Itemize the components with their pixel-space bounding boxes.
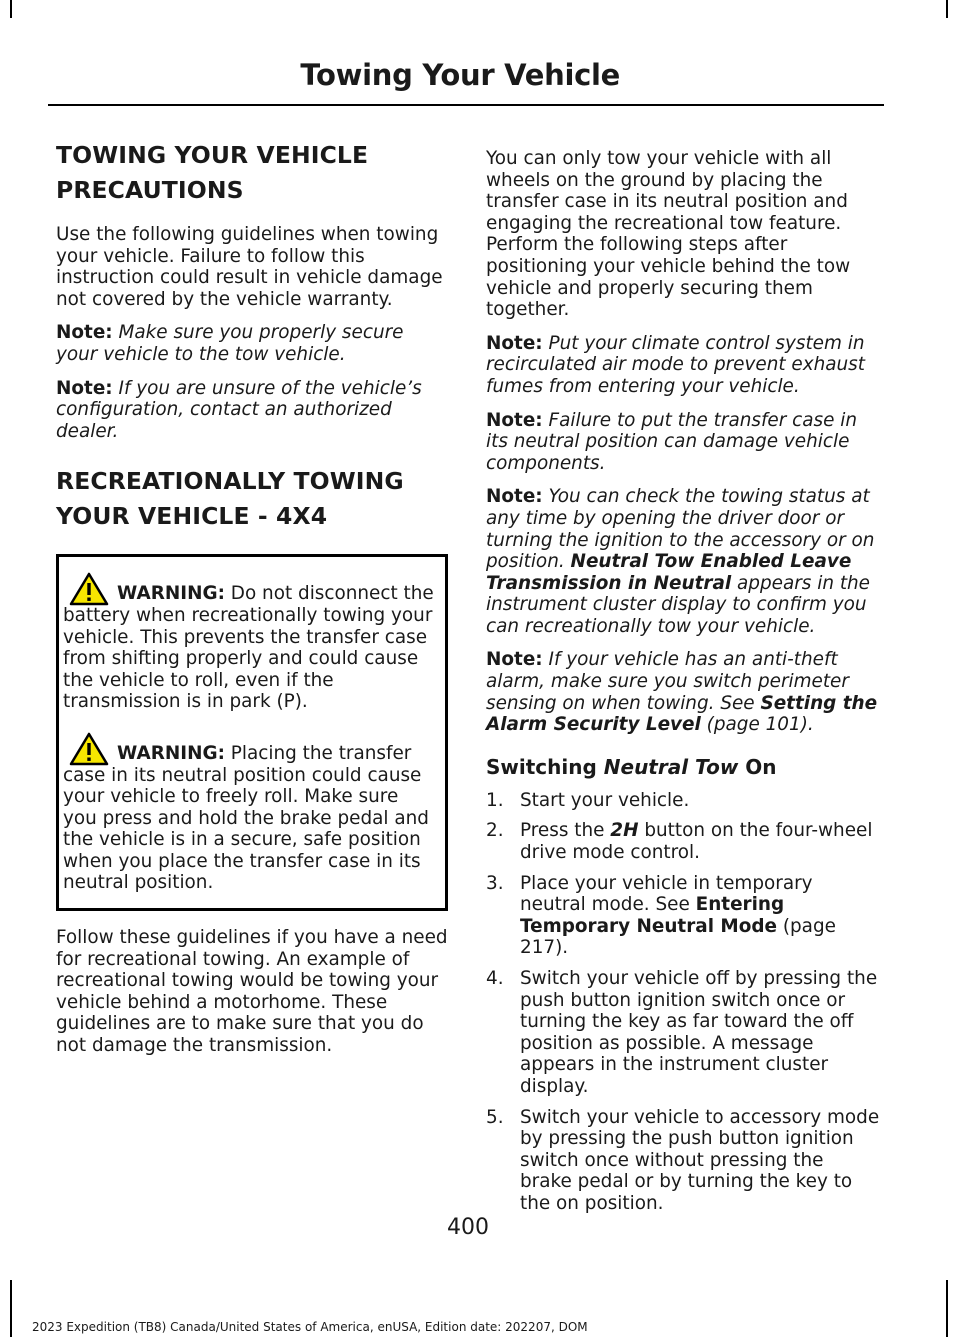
note: Note: If your vehicle has an anti-theft alarm, make sure you switch perimeter sensing on when towing. See Setting the Alarm Security Level (page 101). bbox=[486, 649, 878, 736]
crop-mark bbox=[10, 0, 12, 18]
list-item: 4. Switch your vehicle off by pressing the push button ignition switch once or turning the key as far toward the off position as possible. A message appears in the instrument cluster display. bbox=[486, 968, 878, 1097]
subsection-heading: Switching Neutral Tow On bbox=[486, 754, 777, 779]
left-column bbox=[56, 138, 448, 1057]
warning-paragraph: WARNING: Placing the transfer case in its neutral position could cause your vehicle to freely roll. Make sure you press and hold the brake pedal and the vehicle is in a secure, safe position when you place the transfer case in its neutral position. bbox=[63, 743, 437, 894]
intro-paragraph: You can only tow your vehicle with all wheels on the ground by placing the transfer case in its neutral position and engaging the recreational tow feature. Perform the following steps after positioning your vehicle behind the tow vehicle and properly securing them together. bbox=[486, 148, 851, 321]
intro-paragraph: Use the following guidelines when towing your vehicle. Failure to follow this instruction could result in vehicle damage not covered by the vehicle warranty. bbox=[56, 224, 443, 310]
list-item: 5. Switch your vehicle to accessory mode by pressing the push button ignition switch once without pressing the brake pedal or by turning the key to the on position. bbox=[486, 1106, 880, 1214]
note: Note: Make sure you properly secure your vehicle to the tow vehicle. bbox=[56, 322, 404, 365]
warning-triangle-icon bbox=[69, 732, 109, 766]
cross-reference-link[interactable]: Setting the Alarm Security Level bbox=[486, 692, 878, 736]
warning-box bbox=[56, 554, 448, 911]
warning-triangle-icon bbox=[69, 572, 109, 606]
cross-reference-link[interactable]: Entering Temporary Neutral Mode bbox=[520, 894, 785, 937]
footer-edition: 2023 Expedition (TB8) Canada/United States of America, enUSA, Edition date: 202207, DOM bbox=[32, 1320, 588, 1334]
note: Note: You can check the towing status at any time by opening the driver door or turning the ignition to the accessory or on position. Neutral Tow Enabled Leave Transmission in Neutral appears in the instrument cluster display to confirm you can recreationally tow your vehicle. bbox=[486, 486, 875, 637]
warning-paragraph: WARNING: Do not disconnect the battery when recreationally towing your vehicle. This prevents the transfer case from shifting properly and could cause the vehicle to roll, even if the transmission is in park (P). bbox=[63, 583, 437, 713]
body-paragraph: Follow these guidelines if you have a need for recreational towing. An example of recreational towing would be towing your vehicle behind a motorhome. These guidelines are to make sure that you do not damage the transmission. bbox=[56, 927, 448, 1057]
list-item: 3. Place your vehicle in temporary neutral mode. See Entering Temporary Neutral Mode (page 217). bbox=[486, 872, 836, 959]
page-number: 400 bbox=[447, 1215, 489, 1240]
list-item: 1. Start your vehicle. bbox=[486, 789, 690, 811]
crop-mark bbox=[946, 1280, 948, 1337]
header-rule bbox=[48, 104, 884, 106]
right-column bbox=[486, 148, 881, 1215]
steps-list bbox=[486, 790, 881, 1215]
note: Note: Failure to put the transfer case in its neutral position can damage vehicle components. bbox=[486, 409, 858, 474]
section-heading: RECREATIONALLY TOWING YOUR VEHICLE - 4X4 bbox=[56, 467, 404, 531]
note: Note: If you are unsure of the vehicle’s configuration, contact an authorized dealer. bbox=[56, 377, 422, 442]
crop-mark bbox=[946, 0, 948, 18]
note: Note: Put your climate control system in recirculated air mode to prevent exhaust fumes from entering your vehicle. bbox=[486, 332, 865, 397]
page-header-title: Towing Your Vehicle bbox=[300, 58, 620, 92]
crop-mark bbox=[10, 1280, 12, 1337]
section-heading: TOWING YOUR VEHICLE PRECAUTIONS bbox=[56, 141, 369, 204]
list-item: 2. Press the 2H button on the four-wheel drive mode control. bbox=[486, 820, 873, 864]
